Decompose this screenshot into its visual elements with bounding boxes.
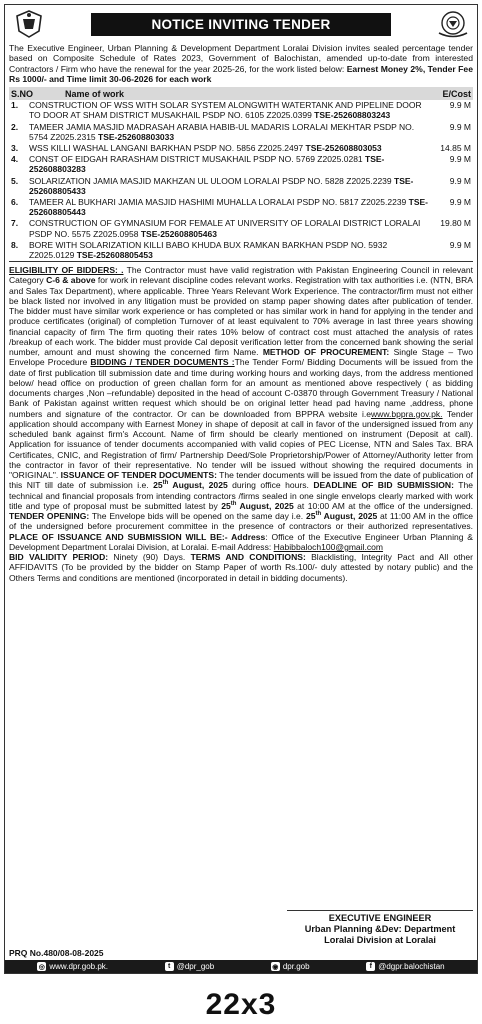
work-tse-id: TSE-252608803243 [314,110,391,121]
work-number: 8. [11,239,19,250]
twitter-icon: t [165,962,174,971]
deadline-text-continued: at 10:00 AM at the office of the undersigned. [293,500,473,511]
footer-website[interactable] [37,962,108,971]
issuance-text: The tender documents will be issued from the date of publication of this NIT till date of submission i.e. [9,470,473,491]
work-text: CONST OF EIDGAH RARASHAM DISTRICT MUSAKHAIL PSDP NO. 5769 Z2025.0281 [29,154,366,165]
work-row [9,197,473,218]
work-number: 4. [11,154,19,165]
footer-facebook-text: @dgpr.balochistan [378,962,445,971]
procurement-text: Single Stage – Two Envelope Procedure [9,347,473,368]
work-description [29,240,429,260]
deadline-text: The technical and financial proposals from intending contractors /firms sealed in one single envelops clearly marked with work title and type of proposal must be submitted latest by [9,480,473,511]
issuance-date [153,480,228,490]
work-text: CONSTRUCTION OF WSS WITH SOLAR SYSTEM ALONGWITH WATERTANK AND PIPELINE DOOR TO DOOR AT SHAM DISTRICT MUSAKHAIL PSDP NO. 6105 Z2025.0399 [29,100,422,121]
government-emblem-right-icon [433,8,473,40]
work-row [9,240,473,261]
work-text: WSS KILLI WASHAL LANGANI BARKHAN PSDP NO. 5856 Z2025.2497 [29,143,306,153]
opening-date-month: August, 2025 [321,511,378,522]
signature-location: Loralai Division at Loralai [324,935,436,945]
work-cost: 14.85 M [440,143,471,153]
work-text: TAMEER AL BUKHARI JAMIA MASJID HASHIMI MUHALLA LORALAI PSDP NO. 5817 Z2025.2239 [29,197,409,208]
deadline-date [221,501,294,511]
ad-size-code: 22x3 [205,988,277,1021]
work-row [9,154,473,175]
work-tse-id: TSE-252608803053 [305,143,382,153]
work-text: BORE WITH SOLARIZATION KILLI BABO KHUDA BUX RAMKAN BARKHAN PSDP NO. 5932 Z2025.0129 [29,239,388,261]
work-description [29,143,429,153]
deadline-heading: DEADLINE OF BID SUBMISSION: [313,480,454,491]
work-number: 7. [11,218,19,229]
work-description [29,176,429,196]
instagram-icon: ◉ [272,963,279,971]
work-number: 2. [11,121,19,132]
work-cost: 9.9 M [449,100,471,111]
place-text: : Office of the Executive Engineer Urban Planning & Development Department Loralai Division, at Loralai. E-mail Address: [9,531,473,552]
terms-heading: TERMS AND CONDITIONS: [190,552,306,563]
intro-text: The Executive Engineer, Urban Planning & Development Department Loralai Division invites sealed percentage tender based on Composite Schedule of Rates 2023, Government of Balochistan, amended up-to-date from interested Contractors / Firm who have the renewal for the year 2025-26, for the work listed below: [9,43,473,74]
works-table-header [9,87,473,100]
bidding-documents-text-continued: Tender application should accompany with Earnest Money in shape of deposit at call in favor of the undersigned issued from any scheduled bank against firm's Account. Name of firm should be clearly mentioned on instrument (Deposit at call). Application for issuance of tender documents accompanied with valid copies of PEC License, NTN and Sales Tax. BRA Certificates, CNIC, and Registration of firm/ Partnership Deed/Sole Proprietorship/Power of Attorney/Authority letter from the contractor in favor of their representative. No tender will be issued without showing the required documents in "ORIGINAL". [9,408,473,481]
issuance-date-month: August, 2025 [168,480,228,491]
work-row [9,122,473,143]
work-description [29,154,429,174]
deadline-date-suffix: th [230,501,237,508]
eligibility-text: The Contractor must have valid registration with Pakistan Engineering Council in relevant Category [9,265,473,286]
signature-department: Urban Planning &Dev: Department [304,924,456,934]
work-row [9,176,473,197]
place-heading: PLACE OF ISSUANCE AND SUBMISSION WILL BE:- Address [9,531,266,542]
deadline-date-day: 25 [221,500,231,511]
signature-block [287,910,473,946]
intro-bold-terms: Earnest Money 2%, Tender Fee Rs 1000/- and Time limit 30-06-2026 for each work [9,63,473,84]
work-text: CONSTRUCTION OF GYMNASIUM FOR FEMALE AT UNIVERSITY OF LORALAI DISTRICT LORALAI PSDP NO. 5575 Z2025.0958 [29,218,421,239]
bidding-documents-heading: BIDDING / TENDER DOCUMENTS : [90,357,235,368]
work-row [9,100,473,121]
work-tse-id: TSE-252608805443 [29,197,429,218]
footer-website-text: www.dpr.gob.pk. [49,962,109,971]
tender-notice [4,4,478,974]
work-row [9,143,473,154]
notice-header [9,7,473,41]
work-cost: 9.9 M [449,239,471,250]
work-cost: 9.9 M [449,154,471,165]
terms-text: Blacklisting, Integrity Pact and All other AFFIDAVITS (To be provided by the bidder on Stamp Paper of worth Rs.100/- duly attested by notary public) and the Others Terms and conditions are mentioned (incorporated in detail in bidding documents). [9,552,473,583]
issuance-date-day: 25 [153,480,163,491]
work-number: 1. [11,100,19,111]
work-cost: 9.9 M [449,175,471,186]
issuance-text-continued: during office hours. [227,480,314,491]
work-text: SOLARIZATION JAMIA MASJID MAKHZAN UL ULOOM LORALAI PSDP NO. 5828 Z2025.2239 [29,175,394,186]
work-tse-id: TSE-252608805453 [76,250,153,261]
terms-body [9,265,473,583]
footer-instagram-text: dpr.gob [282,962,310,971]
signature-title: EXECUTIVE ENGINEER [328,913,432,923]
work-tse-id: TSE-252608803033 [98,131,175,142]
intro-paragraph [9,43,473,84]
work-description [29,218,429,238]
work-tse-id: TSE-252608805433 [29,175,414,196]
government-emblem-left-icon [9,8,49,40]
facebook-icon: f [366,962,375,971]
eligibility-text-continued: for work in relevant discipline codes relevant works. Registration with tax authorities i.e. (NTN, BRA and Sales Tax Department), where applicable. Three Years Relevant Work Experience. The contractor/firm must not either be black listed nor involved in any litigation must be provided on stamp paper showing dates after publication of tender. The bidder must have similar work experience or has completed or has similar work in hand for applying in the tender and produce certificates (original) of completion Turnover of at least equivalent to 70% average in last three years showing financial capacity of firm The firm quoting their rates 10% below of contract cost must attached the analysis of rates /breakup of each work. The bidder must provide Cal deposit verification letter from the concerned bank showing the serial number, amount and must showing the concerned firm Name. [9,275,473,358]
header-cost: E/Cost [442,88,471,99]
work-number: 3. [11,143,19,153]
work-cost: 9.9 M [449,197,471,208]
validity-heading: BID VALIDITY PERIOD: [9,552,109,563]
opening-text: The Envelope bids will be opened on the same day i.e. [89,511,306,522]
email-link[interactable]: Habibbaloch100@gmail.com [273,541,384,552]
opening-date-suffix: th [315,511,322,518]
eligibility-category: C-6 & above [46,275,96,286]
works-list [9,100,473,262]
work-text: TAMEER JAMIA MASJID MADRASAH ARABIA HABIB-UL MADARIS LORALAI MEKHTAR PSDP NO. 5754 Z2025.2315 [29,121,415,142]
issuance-heading: ISSUANCE OF TENDER DOCUMENTS: [60,470,217,481]
eligibility-heading: ELIGIBILITY OF BIDDERS: . [9,265,124,276]
work-description [29,122,429,142]
procurement-heading: METHOD OF PROCUREMENT: [262,347,390,358]
footer-bar [5,960,477,973]
opening-text-continued: at 11:00 AM in the office of the undersigned before procurement committee in the presence of contractors or their authorized representatives. [9,511,473,532]
validity-text: Ninety (90) Days. [108,552,191,563]
work-tse-id: TSE-252608805463 [140,228,217,239]
footer-twitter-text: @dpr_gob [176,962,215,971]
globe-icon: ◎ [38,963,45,971]
footer-twitter[interactable] [165,962,214,971]
opening-date [306,511,377,521]
work-number: 5. [11,175,19,186]
bidding-documents-text: The Tender Form/ Bidding Documents will be issued from the date of first publication till submission date and time during working hours and working days, from the address mentioned below/ head office on production of green challan form for an amount as mentioned above respectively ( as bidding documents charges ,Non –refundable) deposited in the head of account C-03870 through Government Treasury / National Bank of Pakistan against written request which should be on original letter head pad having name ,address, phone numbers and signature of the contractor. Or can be downloaded from BPPRA website i.e [9,357,473,419]
work-row [9,218,473,239]
notice-title: NOTICE INVITING TENDER [91,13,391,36]
bppra-website-link[interactable]: www.bppra.gov.pk. [370,408,443,419]
issuance-date-suffix: th [162,480,169,487]
header-name-of-work: Name of work [65,88,125,99]
work-tse-id: TSE-252608803283 [29,154,385,175]
deadline-date-month: August, 2025 [236,500,294,511]
footer-instagram[interactable] [271,962,310,971]
prq-number: PRQ No.480/08-08-2025 [9,948,104,958]
work-cost: 19.80 M [440,218,471,229]
footer-facebook[interactable] [366,962,444,971]
work-number: 6. [11,197,19,208]
work-description [29,197,429,217]
work-cost: 9.9 M [449,121,471,132]
opening-heading: TENDER OPENING: [9,511,90,522]
header-sno: S.NO [11,88,34,99]
opening-date-day: 25 [305,511,316,522]
work-description [29,100,429,120]
